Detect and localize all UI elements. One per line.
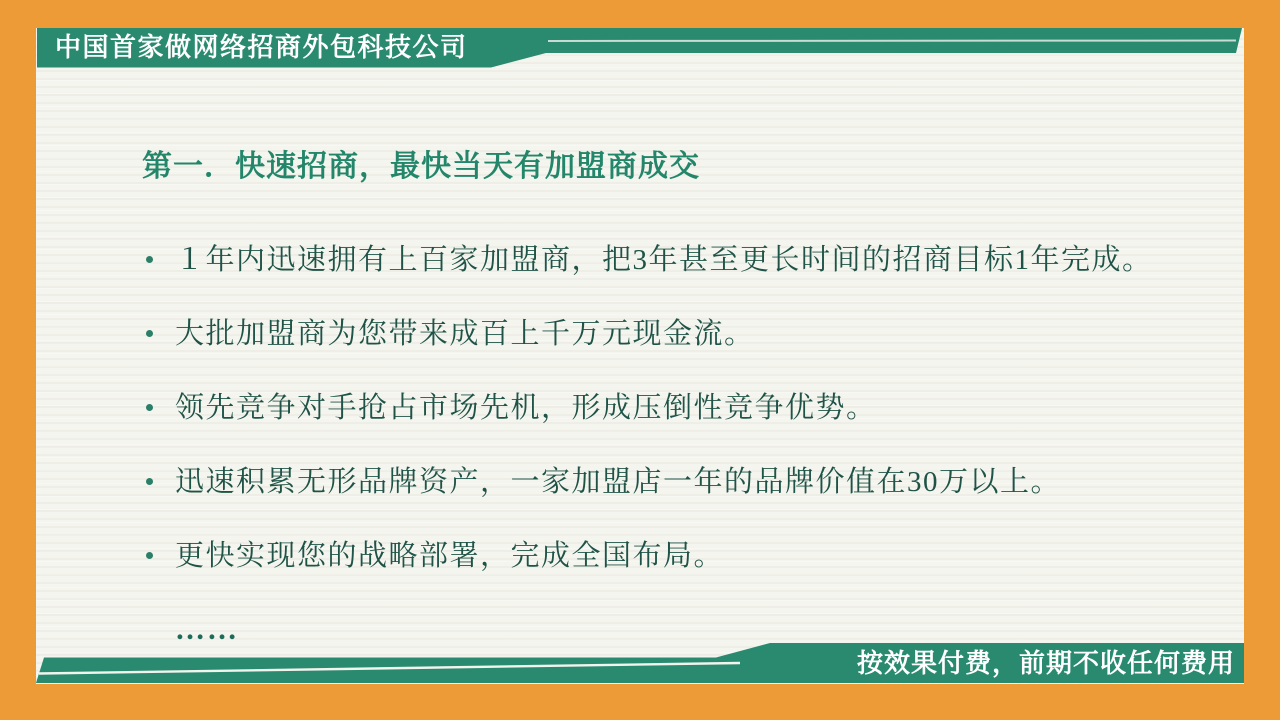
header-banner-text: 中国首家做网络招商外包科技公司 xyxy=(55,32,468,62)
bullet-item-5: 更快实现您的战略部署，完成全国布局。 xyxy=(175,541,1153,571)
bullet-item-2: 大批加盟商为您带来成百上千万元现金流。 xyxy=(175,319,1153,349)
bullet-item-4: 迅速积累无形品牌资产，一家加盟店一年的品牌价值在30万以上。 xyxy=(175,467,1153,497)
footer-banner-text: 按效果付费，前期不收任何费用 xyxy=(856,648,1235,678)
bullet-list xyxy=(175,245,1153,689)
bullet-ellipsis: …… xyxy=(175,613,239,646)
slide-title: 第一．快速招商，最快当天有加盟商成交 xyxy=(142,150,700,183)
bullet-item-3: 领先竞争对手抢占市场先机，形成压倒性竞争优势。 xyxy=(175,393,1153,423)
bullet-item-1: １年内迅速拥有上百家加盟商，把3年甚至更长时间的招商目标1年完成。 xyxy=(175,244,1153,276)
header-highlight-line xyxy=(548,41,1236,42)
